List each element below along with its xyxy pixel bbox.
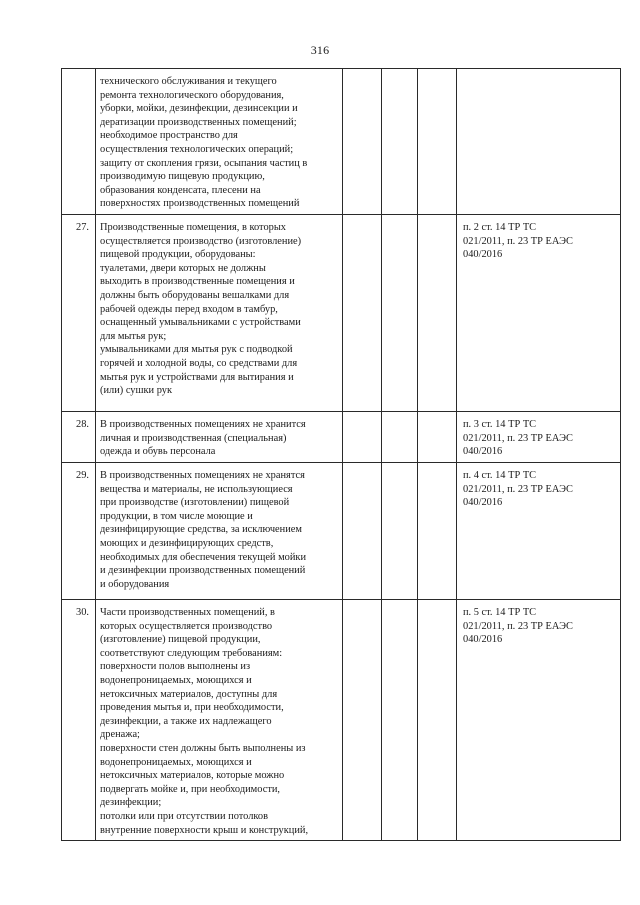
requirement-line: осуществляется производство (изготовление) bbox=[100, 235, 302, 247]
not-applicable-cell[interactable] bbox=[418, 215, 457, 412]
reference-line: п. 5 ст. 14 ТР ТС bbox=[463, 607, 537, 618]
requirement-line: защиту от скопления грязи, осыпания частиц в bbox=[100, 157, 308, 169]
requirement-line: нетоксичных материалов, доступны для bbox=[100, 688, 278, 700]
requirement-line: и дезинфекции производственных помещений bbox=[100, 565, 306, 577]
legal-reference bbox=[457, 463, 621, 600]
answer-no-cell[interactable] bbox=[382, 463, 418, 600]
requirement-line: нетоксичных материалов, которые можно bbox=[100, 770, 285, 782]
answer-yes-cell[interactable] bbox=[343, 215, 382, 412]
requirement-line: личная и производственная (специальная) bbox=[100, 432, 287, 444]
answer-no-cell[interactable] bbox=[382, 215, 418, 412]
requirement-line: которых осуществляется производство bbox=[100, 620, 273, 632]
reference-line: 040/2016 bbox=[463, 446, 503, 458]
reference-line: 021/2011, п. 23 ТР ЕАЭС bbox=[463, 432, 573, 444]
requirement-line: технического обслуживания и текущего bbox=[100, 76, 277, 87]
requirement-line: проведения мытья и, при необходимости, bbox=[100, 702, 284, 714]
requirement-line: образования конденсата, плесени на bbox=[100, 184, 261, 196]
legal-reference bbox=[457, 69, 621, 215]
requirement-line: горячей и холодной воды, со средствами для bbox=[100, 357, 298, 369]
requirement-line: пищевой продукции, оборудованы: bbox=[100, 249, 256, 261]
answer-yes-cell[interactable] bbox=[343, 463, 382, 600]
requirement-text bbox=[96, 412, 343, 463]
reference-line: п. 2 ст. 14 ТР ТС bbox=[463, 222, 537, 233]
requirement-line: умывальниками для мытья рук с подводкой bbox=[100, 344, 293, 356]
reference-line: п. 4 ст. 14 ТР ТС bbox=[463, 470, 537, 481]
reference-line: 021/2011, п. 23 ТР ЕАЭС bbox=[463, 235, 573, 247]
requirement-line: Части производственных помещений, в bbox=[100, 607, 275, 618]
legal-reference bbox=[457, 600, 621, 841]
table-row bbox=[62, 69, 621, 215]
requirement-line: необходимых для обеспечения текущей мойки bbox=[100, 551, 307, 563]
reference-line: 040/2016 bbox=[463, 497, 503, 509]
legal-reference bbox=[457, 412, 621, 463]
requirement-line: ремонта технологического оборудования, bbox=[100, 89, 284, 101]
reference-line: 021/2011, п. 23 ТР ЕАЭС bbox=[463, 620, 573, 632]
requirement-line: дезинфицирующие средства, за исключением bbox=[100, 524, 302, 536]
row-number: 30. bbox=[62, 600, 96, 841]
requirement-text bbox=[96, 69, 343, 215]
table-row bbox=[62, 600, 621, 841]
answer-no-cell[interactable] bbox=[382, 600, 418, 841]
requirement-line: поверхности стен должны быть выполнены из bbox=[100, 742, 306, 754]
requirement-line: (или) сушки рук bbox=[100, 385, 173, 397]
requirement-line: поверхности полов выполнены из bbox=[100, 661, 251, 673]
not-applicable-cell[interactable] bbox=[418, 69, 457, 215]
reference-line: 040/2016 bbox=[463, 634, 503, 646]
answer-yes-cell[interactable] bbox=[343, 69, 382, 215]
requirement-line: для мытья рук; bbox=[100, 330, 167, 342]
requirement-line: необходимое пространство для bbox=[100, 130, 238, 142]
requirement-line: при производстве (изготовлении) пищевой bbox=[100, 497, 290, 509]
requirement-text bbox=[96, 600, 343, 841]
requirement-line: рабочей одежды перед входом в тамбур, bbox=[100, 303, 278, 315]
requirement-line: водонепроницаемых, моющихся и bbox=[100, 756, 252, 768]
table-row bbox=[62, 412, 621, 463]
requirement-line: уборки, мойки, дезинфекции, дезинсекции и bbox=[100, 103, 298, 115]
requirement-line: В производственных помещениях не хранится bbox=[100, 419, 306, 430]
answer-yes-cell[interactable] bbox=[343, 412, 382, 463]
requirement-line: одежда и обувь персонала bbox=[100, 446, 216, 458]
table-row bbox=[62, 215, 621, 412]
requirement-line: осуществления технологических операций; bbox=[100, 143, 294, 155]
reference-line: 021/2011, п. 23 ТР ЕАЭС bbox=[463, 483, 573, 495]
requirement-line: дератизации производственных помещений; bbox=[100, 116, 297, 128]
requirement-line: дезинфекции; bbox=[100, 797, 162, 809]
answer-no-cell[interactable] bbox=[382, 412, 418, 463]
requirement-line: оснащенный умывальниками с устройствами bbox=[100, 317, 301, 329]
requirement-line: мытья рук и устройствами для вытирания и bbox=[100, 371, 294, 383]
answer-no-cell[interactable] bbox=[382, 69, 418, 215]
requirement-line: туалетами, двери которых не должны bbox=[100, 262, 266, 274]
requirement-line: внутренние поверхности крыш и конструкций, bbox=[100, 824, 309, 836]
requirement-line: выходить в производственные помещения и bbox=[100, 276, 295, 288]
not-applicable-cell[interactable] bbox=[418, 463, 457, 600]
requirement-line: потолки или при отсутствии потолков bbox=[100, 810, 269, 822]
requirement-line: и оборудования bbox=[100, 578, 170, 590]
answer-yes-cell[interactable] bbox=[343, 600, 382, 841]
requirement-line: продукции, в том числе моющие и bbox=[100, 510, 253, 522]
row-number: 27. bbox=[62, 215, 96, 412]
page-number: 316 bbox=[310, 43, 330, 57]
requirement-line: подвергать мойке и, при необходимости, bbox=[100, 783, 281, 795]
requirement-line: (изготовление) пищевой продукции, bbox=[100, 634, 261, 646]
reference-line: 040/2016 bbox=[463, 249, 503, 261]
requirement-line: производимую пищевую продукцию, bbox=[100, 171, 265, 183]
requirement-line: моющих и дезинфицирующих средств, bbox=[100, 537, 274, 549]
row-number bbox=[62, 69, 96, 215]
requirement-line: дезинфекции, а также их надлежащего bbox=[100, 715, 272, 727]
row-number: 28. bbox=[62, 412, 96, 463]
requirement-line: В производственных помещениях не хранятся bbox=[100, 470, 305, 481]
requirement-text bbox=[96, 215, 343, 412]
not-applicable-cell[interactable] bbox=[418, 600, 457, 841]
requirement-text bbox=[96, 463, 343, 600]
requirement-line: Производственные помещения, в которых bbox=[100, 222, 287, 233]
requirement-line: водонепроницаемых, моющихся и bbox=[100, 674, 252, 686]
row-number: 29. bbox=[62, 463, 96, 600]
reference-line: п. 3 ст. 14 ТР ТС bbox=[463, 419, 537, 430]
legal-reference bbox=[457, 215, 621, 412]
requirement-line: соответствуют следующим требованиям: bbox=[100, 647, 283, 659]
requirements-table bbox=[61, 68, 621, 841]
not-applicable-cell[interactable] bbox=[418, 412, 457, 463]
requirement-line: дренажа; bbox=[100, 729, 140, 741]
requirement-line: поверхностях производственных помещений bbox=[100, 198, 300, 210]
table-row bbox=[62, 463, 621, 600]
requirement-line: вещества и материалы, не использующиеся bbox=[100, 483, 293, 495]
requirement-line: должны быть оборудованы вешалками для bbox=[100, 289, 290, 301]
